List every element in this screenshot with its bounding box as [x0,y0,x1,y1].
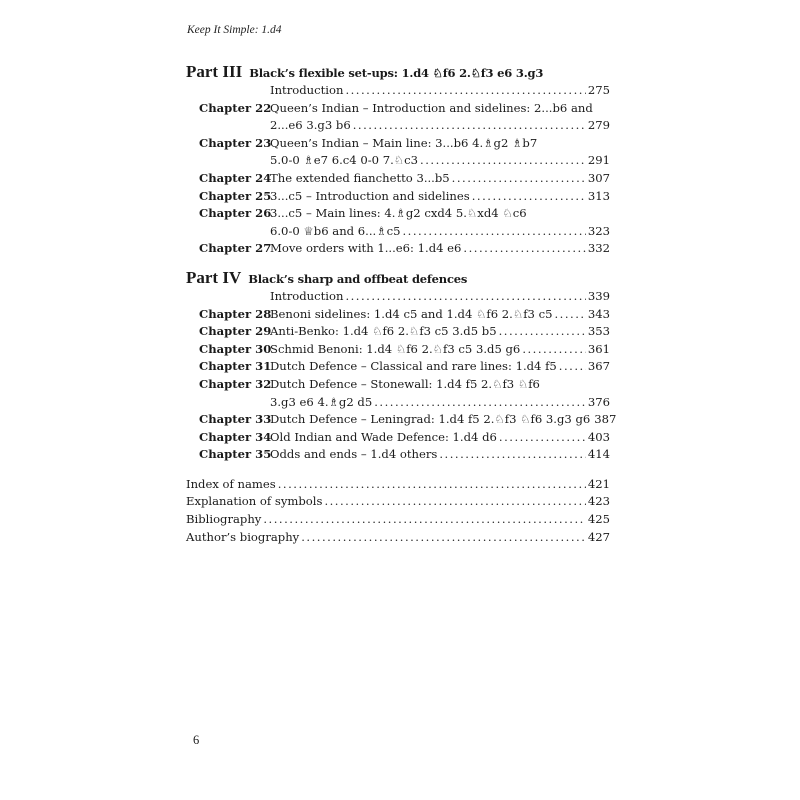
entry-title-cont: 3.g3 e6 4.♗g2 d5 [270,394,373,409]
dot-leader [402,223,585,241]
toc-entry-authors-biography [186,529,610,547]
page-ref: 339 [587,288,610,303]
chapter-label: Chapter 29 [199,324,272,339]
toc-entry-chapter-32 [186,376,610,411]
entry-title: Move orders with 1...e6: 1.d4 e6 [270,241,462,256]
page-ref: 353 [587,324,610,339]
dot-leader [452,170,586,188]
back-matter [186,476,610,546]
dot-leader [554,306,585,324]
entry-title: Dutch Defence – Classical and rare lines: 1.d4 f5 [270,359,557,374]
toc-entry-chapter-30 [186,341,610,359]
page-ref: 307 [587,170,610,185]
toc-entry-introduction [186,288,610,306]
chapter-label: Chapter 23 [199,135,272,150]
running-header: Keep It Simple: 1.d4 [187,24,282,36]
dot-leader [353,117,586,135]
toc-entry-index-of-names [186,476,610,494]
page-ref: 313 [587,188,610,203]
chapter-label: Chapter 33 [199,412,272,427]
dot-leader [499,323,586,341]
dot-leader [345,288,585,306]
entry-title: Introduction [270,288,344,303]
toc-entry-chapter-31 [186,358,610,376]
chapter-label: Chapter 34 [199,429,272,444]
page-ref: 343 [587,306,610,321]
entry-title: Anti-Benko: 1.d4 ♘f6 2.♘f3 c5 3.d5 b5 [270,324,497,339]
entry-title: Explanation of symbols [186,494,323,509]
page-ref: 332 [587,241,610,256]
entry-title: Queen’s Indian – Main line: 3...b6 4.♗g2 ♗b7 [270,135,538,150]
page-ref: 425 [587,512,610,527]
chapter-label: Chapter 22 [199,100,272,115]
entry-title: Benoni sidelines: 1.d4 c5 and 1.d4 ♘f6 2.♘f3 c5 [270,306,553,321]
dot-leader [559,358,586,376]
dot-leader [374,394,586,412]
entry-title: Dutch Defence – Leningrad: 1.d4 f5 2.♘f3 ♘f6 3.g3 g6 [270,412,591,427]
entry-title: Odds and ends – 1.d4 others [270,447,438,462]
part-iv [186,267,617,464]
dot-leader [345,82,585,100]
dot-leader [263,511,586,529]
dot-leader [324,493,585,511]
chapter-label: Chapter 28 [199,306,272,321]
entry-title: Dutch Defence – Stonewall: 1.d4 f5 2.♘f3 ♘f6 [270,376,540,391]
dot-leader [439,446,586,464]
toc-entry-chapter-33 [186,411,617,429]
entry-title: 3...c5 – Main lines: 4.♗g2 cxd4 5.♘xd4 ♘c6 [270,206,527,221]
part-iii [186,62,610,258]
part-label: Part IV [186,267,242,287]
toc-entry-introduction [186,82,610,100]
chapter-label: Chapter 24 [199,170,272,185]
toc-entry-chapter-34 [186,429,610,447]
part-title: Black’s sharp and offbeat defences [248,271,468,286]
table-of-contents [186,62,617,546]
chapter-label: Chapter 31 [199,359,272,374]
page-ref: 427 [587,529,610,544]
part-heading [186,268,610,288]
dot-leader [420,152,586,170]
toc-entry-bibliography [186,511,610,529]
toc-entry-chapter-24 [186,170,610,188]
toc-entry-chapter-28 [186,306,610,324]
dot-leader [472,188,586,206]
chapter-label: Chapter 30 [199,341,272,356]
entry-title: Schmid Benoni: 1.d4 ♘f6 2.♘f3 c5 3.d5 g6 [270,341,521,356]
part-title: Black’s flexible set-ups: 1.d4 ♘f6 2.♘f3 e6 3.g3 [249,66,544,80]
page-ref: 367 [587,359,610,374]
toc-entry-chapter-25 [186,188,610,206]
dot-leader [499,429,586,447]
page-ref: 323 [587,223,610,238]
entry-title: Author’s biography [186,529,300,544]
toc-entry-chapter-27 [186,240,610,258]
toc-entry-chapter-23 [186,135,610,170]
page-ref: 414 [587,447,610,462]
page-ref: 361 [587,341,610,356]
entry-title: Introduction [270,83,344,97]
toc-entry-chapter-35 [186,446,610,464]
chapter-label: Chapter 26 [199,206,272,221]
page-ref: 387 [594,412,617,427]
toc-entry-explanation-of-symbols [186,493,610,511]
entry-title: Old Indian and Wade Defence: 1.d4 d6 [270,429,497,444]
page-ref: 403 [587,429,610,444]
page-ref: 275 [587,83,610,97]
page-ref: 291 [587,153,610,168]
page-ref: 376 [587,394,610,409]
page-ref: 421 [587,476,610,491]
dot-leader [301,529,586,547]
dot-leader [278,476,586,494]
entry-title: The extended fianchetto 3...b5 [270,170,450,185]
chapter-label: Chapter 27 [199,241,272,256]
chapter-label: Chapter 25 [199,188,272,203]
entry-title-cont: 6.0-0 ♕b6 and 6...♗c5 [270,223,401,238]
entry-title: Queen’s Indian – Introduction and sidelines: 2...b6 and [270,100,593,115]
page-number: 6 [193,733,200,747]
dot-leader [463,240,585,258]
entry-title: Index of names [186,476,276,491]
part-heading [186,62,610,82]
entry-title-cont: 2...e6 3.g3 b6 [270,118,351,133]
entry-title: 3...c5 – Introduction and sidelines [270,188,470,203]
dot-leader [522,341,586,359]
page-ref: 279 [587,118,610,133]
entry-title: Bibliography [186,512,262,527]
toc-entry-chapter-22 [186,100,610,135]
part-label: Part III [186,62,243,81]
entry-title-cont: 5.0-0 ♗e7 6.c4 0-0 7.♘c3 [270,153,419,168]
toc-entry-chapter-26 [186,205,610,240]
page-ref: 423 [587,494,610,509]
toc-entry-chapter-29 [186,323,610,341]
chapter-label: Chapter 35 [199,447,272,462]
chapter-label: Chapter 32 [199,376,272,391]
